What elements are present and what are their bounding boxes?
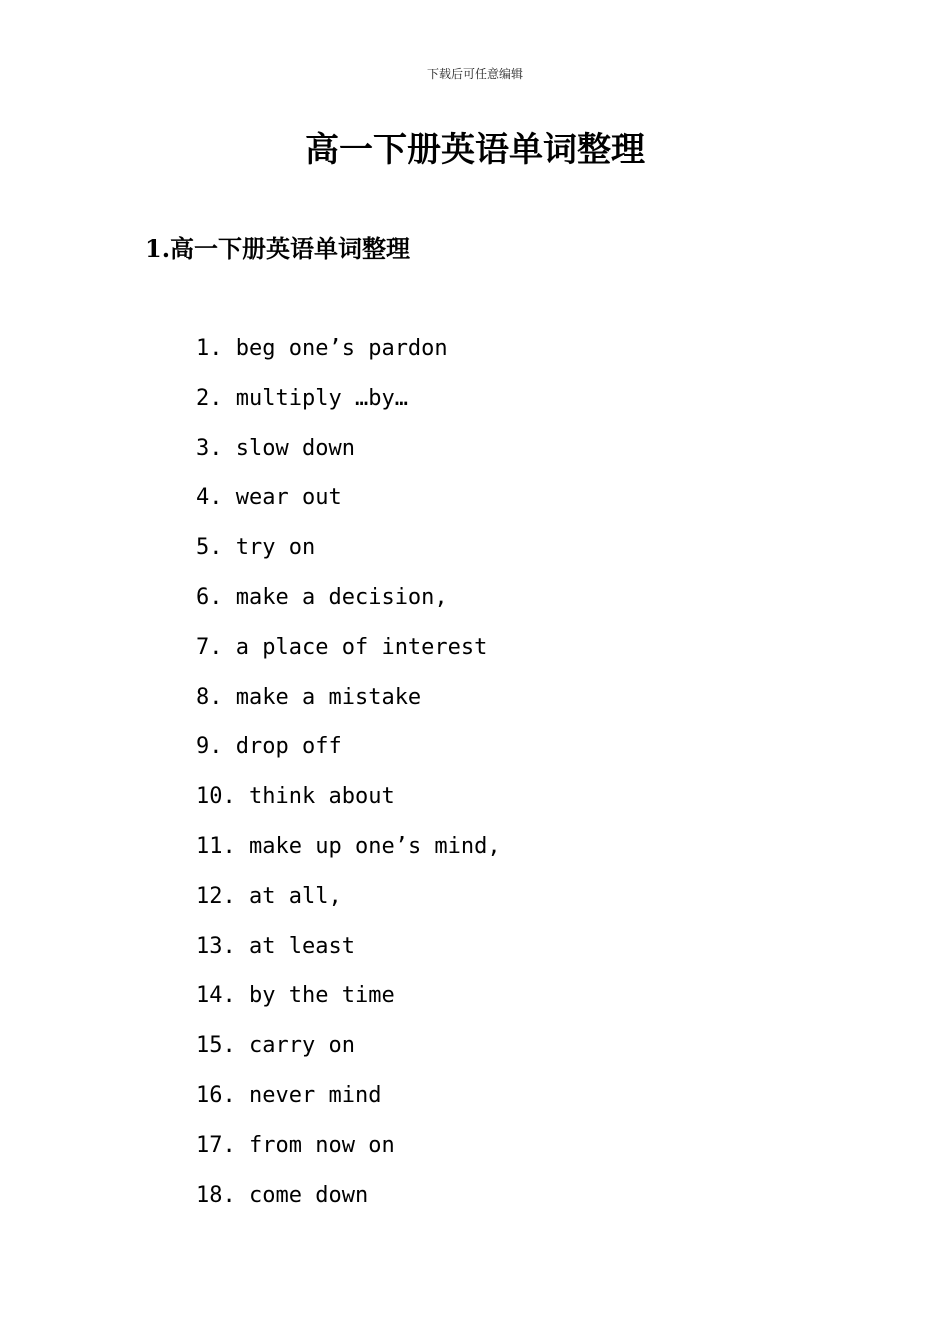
vocab-item-number: 6. bbox=[196, 584, 223, 610]
vocab-item bbox=[196, 782, 501, 832]
page-header-note: 下载后可任意编辑 bbox=[426, 67, 523, 81]
vocab-item-number: 13. bbox=[196, 933, 236, 959]
vocab-item bbox=[196, 683, 501, 733]
vocab-item bbox=[196, 932, 501, 982]
vocab-item-number: 4. bbox=[196, 485, 223, 511]
document-title: 高一下册英语单词整理 bbox=[305, 130, 645, 170]
vocab-item-phrase: come down bbox=[249, 1182, 369, 1208]
vocab-item-phrase: try on bbox=[235, 535, 316, 561]
vocab-item-phrase: make a mistake bbox=[235, 684, 422, 710]
vocab-item-number: 15. bbox=[196, 1033, 236, 1059]
vocab-item-phrase: make up one’s mind, bbox=[249, 833, 501, 859]
vocab-item-phrase: a place of interest bbox=[235, 634, 488, 660]
vocab-item bbox=[196, 1181, 501, 1231]
vocab-item-phrase: multiply …by… bbox=[235, 385, 408, 411]
vocab-item-number: 12. bbox=[196, 883, 236, 909]
vocab-item-phrase: wear out bbox=[235, 485, 342, 511]
vocab-item bbox=[196, 583, 501, 633]
vocab-item-phrase: make a decision, bbox=[235, 584, 448, 610]
vocab-item bbox=[196, 633, 501, 683]
vocab-item-phrase: slow down bbox=[235, 435, 355, 461]
vocab-item-phrase: carry on bbox=[249, 1033, 355, 1059]
vocab-item bbox=[196, 832, 501, 882]
vocab-item-number: 11. bbox=[196, 833, 236, 859]
vocab-item bbox=[196, 483, 501, 533]
vocab-item bbox=[196, 334, 501, 384]
vocab-item-phrase: beg one’s pardon bbox=[235, 336, 448, 361]
vocab-item-phrase: never mind bbox=[249, 1082, 382, 1108]
vocab-item bbox=[196, 384, 501, 434]
vocab-item-phrase: at least bbox=[249, 933, 355, 959]
vocab-item-number: 5. bbox=[196, 535, 223, 561]
vocab-item-number: 16. bbox=[196, 1082, 236, 1108]
vocab-item-number: 9. bbox=[196, 734, 223, 760]
vocab-item-phrase: think about bbox=[249, 784, 395, 810]
vocab-item-phrase: by the time bbox=[249, 983, 395, 1009]
vocab-item-number: 14. bbox=[196, 983, 236, 1009]
vocab-item-number: 17. bbox=[196, 1132, 236, 1158]
vocab-list bbox=[196, 334, 501, 1230]
vocab-item bbox=[196, 1081, 501, 1131]
vocab-item-number: 10. bbox=[196, 784, 236, 810]
vocab-item bbox=[196, 981, 501, 1031]
vocab-item-number: 8. bbox=[196, 684, 223, 710]
vocab-item-phrase: drop off bbox=[235, 734, 342, 760]
vocab-item-number: 2. bbox=[196, 385, 223, 411]
vocab-item-number: 7. bbox=[196, 634, 223, 660]
vocab-item bbox=[196, 434, 501, 484]
vocab-item bbox=[196, 533, 501, 583]
vocab-item bbox=[196, 1031, 501, 1081]
vocab-item bbox=[196, 732, 501, 782]
vocab-item bbox=[196, 882, 501, 932]
vocab-item-number: 1. bbox=[196, 336, 223, 361]
vocab-item bbox=[196, 1131, 501, 1181]
vocab-item-number: 18. bbox=[196, 1182, 236, 1208]
vocab-item-phrase: from now on bbox=[249, 1132, 395, 1158]
section-heading: 1.高一下册英语单词整理 bbox=[145, 234, 411, 263]
vocab-item-phrase: at all, bbox=[249, 883, 342, 909]
vocab-item-number: 3. bbox=[196, 435, 223, 461]
